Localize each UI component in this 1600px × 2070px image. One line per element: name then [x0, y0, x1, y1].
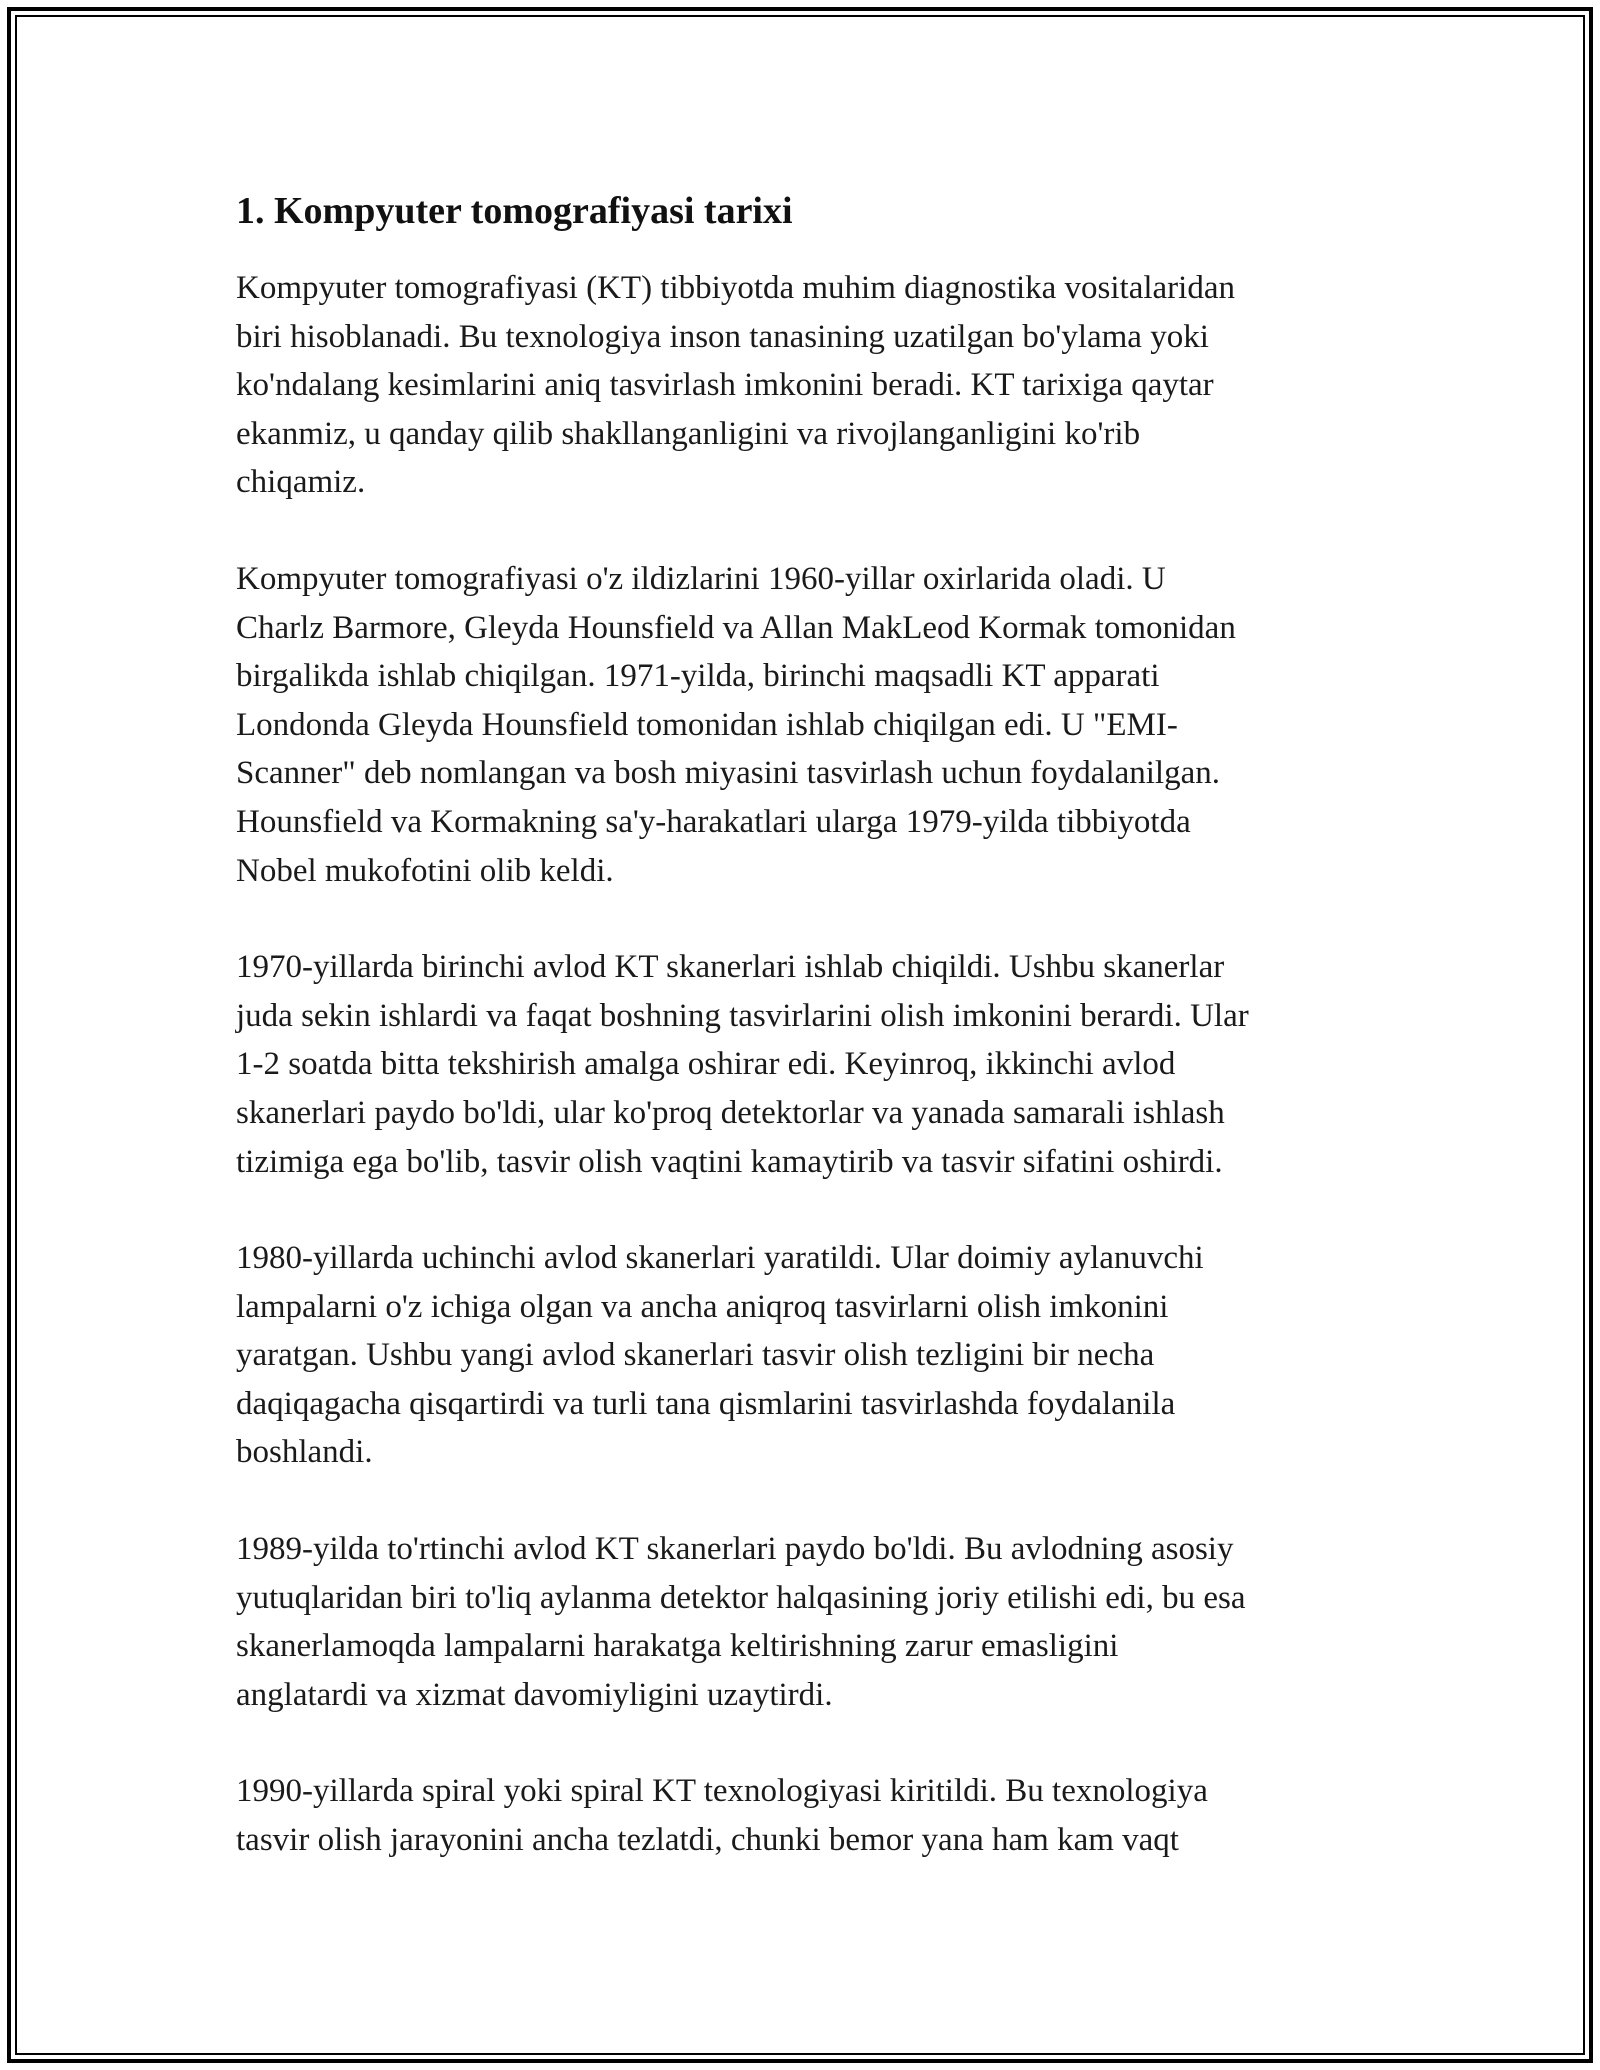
paragraph-2: Kompyuter tomografiyasi o'z ildizlarini 1960-yillar oxirlarida oladi. U Charlz Barmore, Gleyda Hounsfield va Allan MakLeod Kormak tomonidan birgalikda ishlab chiqilgan. 1971-yilda, birinchi maqsadli KT apparati Londonda Gleyda Hounsfield tomonidan ishlab chiqilgan edi. U "EMI- Scanner" deb nomlangan va bosh miyasini tasvirlash uchun foydalanilgan. Hounsfield va Kormakning sa'y-harakatlari ularga 1979-yilda tibbiyotda Nobel mukofotini olib keldi.	[236, 560, 1236, 889]
document-title: 1. Kompyuter tomografiyasi tarixi	[236, 190, 793, 232]
paragraph-3: 1970-yillarda birinchi avlod KT skanerlari ishlab chiqildi. Ushbu skanerlar juda sekin ishlardi va faqat boshning tasvirlarini olish imkonini berardi. Ular 1-2 soatda bitta tekshirish amalga oshirar edi. Keyinroq, ikkinchi avlod skanerlari paydo bo'ldi, ular ko'proq detektorlar va yanada samarali ishlash tizimiga ega bo'lib, tasvir olish vaqtini kamaytirib va tasvir sifatini oshirdi.	[236, 949, 1249, 1180]
document-body	[236, 186, 1366, 1913]
paragraph-4: 1980-yillarda uchinchi avlod skanerlari yaratildi. Ular doimiy aylanuvchi lampalarni o'z ichiga olgan va ancha aniqroq tasvirlarni olish imkonini yaratgan. Ushbu yangi avlod skanerlari tasvir olish tezligini bir necha daqiqagacha qisqartirdi va turli tana qismlarini tasvirlashda foydalanila boshlandi.	[236, 1240, 1204, 1471]
paragraph-6: 1990-yillarda spiral yoki spiral KT texnologiyasi kiritildi. Bu texnologiya tasvir olish jarayonini ancha tezlatdi, chunki bemor yana ham kam vaqt	[236, 1773, 1208, 1859]
paragraph-1: Kompyuter tomografiyasi (KT) tibbiyotda muhim diagnostika vositalaridan biri hisoblanadi. Bu texnologiya inson tanasining uzatilgan bo'ylama yoki ko'ndalang kesimlarini aniq tasvirlash imkonini beradi. KT tarixiga qaytar ekanmiz, u qanday qilib shakllanganligini va rivojlanganligini ko'rib chiqamiz.	[236, 270, 1235, 501]
paragraph-5: 1989-yilda to'rtinchi avlod KT skanerlari paydo bo'ldi. Bu avlodning asosiy yutuqlaridan biri to'liq aylanma detektor halqasining joriy etilishi edi, bu esa skanerlamoqda lampalarni harakatga keltirishning zarur emasligini anglatardi va xizmat davomiyligini uzaytirdi.	[236, 1531, 1246, 1713]
